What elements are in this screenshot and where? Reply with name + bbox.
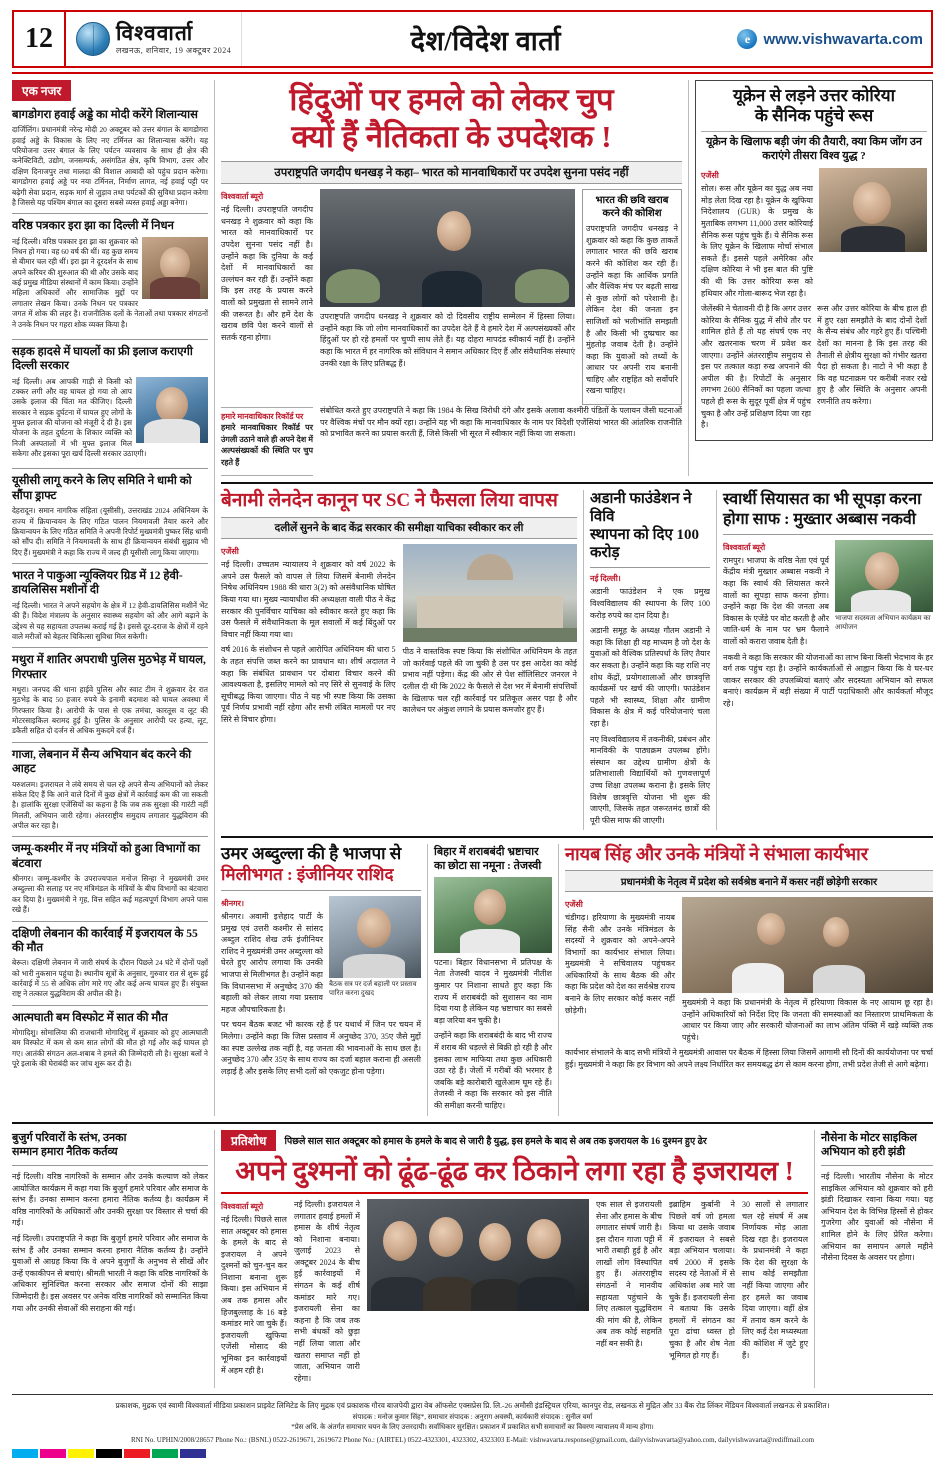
rail-text: बेरूत। दक्षिणी लेबनान में जारी संघर्ष के दौरान पिछले 24 घंटे में दोनों पक्षों को भारी नुकसान पहुंचा है। स्थानीय सूत्रों के अनुसार, गुरुवार रात से शुरू हुई कार्रवाई में 55 से अधिक लोग मारे गए और कई अन्य घायल हुए हैं। संयुक्त राष्ट्र ने तत्काल युद्धविराम की अपील की है।	[12, 958, 208, 999]
bihar-text-2: उन्होंने कहा कि शराबबंदी के बाद भी राज्य में शराब की धड़ल्ले से बिक्री हो रही है और इसका लाभ माफिया तथा कुछ अधिकारी उठा रहे हैं। जेलों में गरीबों की भरमार है जबकि बड़े कारोबारी खुलेआम घूम रहे हैं। तेजस्वी ने कहा कि सरकार को इस नीति की समीक्षा करनी चाहिए।	[434, 1031, 552, 1110]
nayab-story[interactable]	[565, 844, 933, 1115]
rail-headline: भारत ने पाकुआ न्यूक्लियर ग्रिड में 12 हेवी-डायलिसिस मशीनों दी	[12, 570, 183, 597]
bottom-label: प्रतिशोध	[221, 1130, 276, 1151]
rail-text: नई दिल्ली। भारत ने अपने सहयोग के क्षेत्र में 12 हेवी-डायलिसिस मशीनें भेंट की हैं। विदेश मंत्रालय के अनुसार स्वास्थ्य सहयोग को और आगे बढ़ाने के उद्देश्य से यह सहायता उपलब्ध कराई गई है। इससे दूर-दराज के क्षेत्रों में रहने वाले मरीजों को बेहतर चिकित्सा सुविधा मिल सकेगी।	[12, 600, 208, 641]
page-number: 12	[14, 12, 66, 66]
umar-photo-caption: बैठक सत्र पर दर्ज बहाली पर प्रस्ताव पारित करना दुखद	[329, 980, 417, 998]
bottom-left-box[interactable]	[12, 1130, 208, 1389]
rail-label: एक नजर	[12, 80, 71, 101]
rail-headline: आत्मघाती बम विस्फोट में सात की मौत	[12, 1011, 168, 1024]
section-title: देश/विदेश वार्ता	[410, 25, 562, 56]
bottom-text-2: नई दिल्ली। इजरायल ने लगातार हवाई हमलों में हमास के शीर्ष नेतृत्व को निशाना बनाया। जुलाई 2023 से अक्टूबर 2024 के बीच हुई कार्रवाइयों में संगठन के कई शीर्ष कमांडर मारे गए। इजरायली सेना का कहना है कि जब तक सभी बंधकों को छुड़ा नहीं लिया जाता और खतरा समाप्त नहीं हो जाता, अभियान जारी रहेगा।	[294, 1199, 360, 1383]
second-row	[221, 490, 933, 830]
lead-text-3: संबोधित करते हुए उपराष्ट्रपति ने कहा कि 1984 के सिख विरोधी दंगे और इसके अलावा कश्मीरी पंडितों के पलायन जैसी घटनाओं पर वैश्विक मंचों पर मौन क्यों रहा। उन्होंने यह भी कहा कि मानवाधिकार के नाम पर विदेशी एजेंसियां भारत की आंतरिक राजनीति को प्रभावित करने का प्रयास करती हैं, जिसे किसी भी सूरत में स्वीकार नहीं किया जा सकता।	[320, 406, 682, 439]
photo-hamas-hezbollah-leaders	[367, 1199, 589, 1311]
adani-byline: नई दिल्ली।	[590, 574, 621, 584]
adani-text-3: नए विश्वविद्यालय में तकनीकी, प्रबंधन और मानविकी के पाठ्यक्रम उपलब्ध होंगे। संस्थान का उद्देश्य ग्रामीण क्षेत्रों के प्रतिभाशाली विद्यार्थियों को गुणवत्तापूर्ण उच्च शिक्षा उपलब्ध कराना है। इसके लिए विशेष छात्रवृत्ति योजना भी शुरू की जाएगी, जिसके तहत जरूरतमंद छात्रों की पूरी फीस माफ की जाएगी।	[590, 734, 710, 825]
bihar-text-1: पटना। बिहार विधानसभा में प्रतिपक्ष के नेता तेजस्वी यादव ने मुख्यमंत्री नीतीश कुमार पर निशाना साधते हुए कहा कि राज्य में शराबबंदी को सुशासन का नाम दिया गया है लेकिन यह भ्रष्टाचार का सबसे बड़ा जरिया बन चुकी है।	[434, 957, 552, 1025]
rail-headline: जम्मू-कश्मीर में नए मंत्रियों को हुआ विभागों का बंटवारा	[12, 843, 200, 870]
main-body	[12, 80, 933, 1116]
left-rail	[12, 80, 208, 1116]
adani-headline-1: अडानी फाउंडेशन ने विवि	[590, 491, 692, 526]
naqvi-text-1: रामपुर। भाजपा के वरिष्ठ नेता एवं पूर्व केंद्रीय मंत्री मुख्तार अब्बास नकवी ने कहा कि स्वार्थ की सियासत करने वालों का सूपड़ा साफ करना होगा। उन्होंने कहा कि देश की जनता अब विकास के एजेंडे पर वोट करती है और जाति-धर्म के नाम पर भ्रम फैलाने वालों को करारा जवाब देती है।	[723, 555, 829, 646]
footer-line-3: *प्रेस अधि. के अंतर्गत समाचार चयन के लिए उत्तरदायी। सर्वाधिकार सुरक्षित। प्रकाशन में प्रकाशित सभी समाचारों का विवरण न्यायालय में मान्य होगा।	[291, 1423, 654, 1432]
rail-item[interactable]	[12, 842, 208, 915]
rail-text: नई दिल्ली। वरिष्ठ पत्रकार इरा झा का शुक्रवार को निधन हो गया। वह 60 वर्ष की थीं। वह कुछ समय से बीमार चल रही थीं। इरा झा ने दूरदर्शन के साथ अपने करियर की शुरुआत की थी और उसके बाद कई प्रमुख मीडिया संस्थानों में काम किया। उन्होंने महिला अधिकारों और सामाजिक मुद्दों पर लगातार लेखन किया। उनके निधन पर पत्रकार जगत में शोक की लहर है। राजनीतिक दलों के नेताओं तथा पत्रकार संगठनों ने उनके निधन पर गहरा शोक व्यक्त किया है।	[12, 236, 208, 329]
globe-icon	[76, 22, 110, 56]
cmyk-registration-bar	[12, 1449, 933, 1458]
rail-item[interactable]	[12, 474, 208, 558]
nayab-subhead: प्रधानमंत्री के नेतृत्व में प्रदेश को सर्वश्रेष्ठ बनाने में कसर नहीं छोड़ेगी सरकार	[565, 870, 933, 892]
rail-headline: दक्षिणी लेबनान की कार्रवाई में इजरायल के 55 की मौत	[12, 927, 198, 954]
rail-item[interactable]	[12, 748, 208, 832]
publication-dateline: लखनऊ, शनिवार, 19 अक्टूबर 2024	[116, 45, 232, 55]
rail-text: देहरादून। समान नागरिक संहिता (यूसीसी), उत्तराखंड 2024 अधिनियम के राज्य में क्रियान्वयन के लिए गठित पालन नियमावली तैयार करने और क्रियान्वयन के लिए गठित समिति ने अपनी रिपोर्ट मुख्यमंत्री पुष्कर सिंह धामी को सौंप दी। समिति ने नियमावली के साथ ही क्रियान्वयन संबंधी सुझाव भी दिए हैं। मुख्यमंत्री ने कहा कि राज्य में जल्द ही यूसीसी लागू किया जाएगा।	[12, 506, 208, 557]
rail-text: यरुशलम। इजरायल ने लंबे समय से चल रहे अपने सैन्य अभियानों को लेकर संकेत दिए हैं कि आने वाले दिनों में कुछ क्षेत्रों में कार्रवाई कम की जा सकती है। हालांकि सुरक्षा एजेंसियों का कहना है कि जब तक सुरक्षा की गारंटी नहीं मिलती, अभियान जारी रहेगा। अंतरराष्ट्रीय समुदाय लगातार युद्धविराम की अपील कर रहा है।	[12, 779, 208, 830]
lead-text-2: उपराष्ट्रपति जगदीप धनखड़ ने शुक्रवार को दो दिवसीय राष्ट्रीय सम्मेलन में हिस्सा लिया। उन्होंने कहा कि जो लोग मानवाधिकारों का उपदेश देते हैं वे हमारे देश में अल्पसंख्यकों और हिंदुओं पर हो रहे हमलों पर चुप्पी साध लेते हैं। यह दोहरा मापदंड स्वीकार्य नहीं है। उन्होंने कहा कि भारत में हर नागरिक को संविधान ने समान अधिकार दिए हैं और संवैधानिक संस्थाएं उनकी रक्षा के लिए प्रतिबद्ध हैं।	[320, 312, 575, 368]
rail-text: नई दिल्ली। अब आपकी गाड़ी से किसी को टक्कर लगी और वह घायल हो गया तो आप उसके इलाज की चिंता मत कीजिए। दिल्ली सरकार ने सड़क दुर्घटना में घायल हुए लोगों के मुफ्त इलाज की योजना को मंजूरी दे दी है। इस योजना के तहत दुर्घटना के शिकार व्यक्ति को निजी अस्पतालों में भी मुफ्त इलाज मिल सकेगा और इसका पूरा खर्च दिल्ली सरकार उठाएगी।	[12, 376, 147, 459]
photo-kim-jong-un	[819, 168, 927, 252]
rail-headline: गाजा, लेबनान में सैन्य अभियान बंद करने की आहट	[12, 748, 192, 776]
adani-story[interactable]	[590, 490, 710, 830]
naqvi-headline-1: स्वार्थी सियासत का भी सूपड़ा करना	[723, 491, 922, 509]
adani-headline-2: स्थापना को दिए 100 करोड़	[590, 527, 700, 562]
bottom-text-4: इब्राहिम कुर्बानी ने पिछले वर्ष जो हमला किया था उसके जवाब में इजरायल ने सबसे बड़ा अभियान चलाया। वर्ष 2000 में इसके सदस्य रहे नेताओं में से अधिकांश अब मारे जा चुके हैं। इजरायली सेना ने बताया कि उसके हमलों में संगठन का पूरा ढांचा ध्वस्त हो चुका है और शेष नेता भूमिगत हो गए हैं।	[669, 1199, 735, 1360]
rail-item[interactable]	[12, 108, 208, 208]
lead-sidebar-text: उपराष्ट्रपति जगदीप धनखड़ ने शुक्रवार को कहा कि कुछ ताकतें लगातार भारत की छवि खराब करने की कोशिश कर रही हैं। उन्होंने कहा कि आर्थिक प्रगति और वैश्विक मंच पर बढ़ती साख से कुछ लोगों को परेशानी है। लेकिन देश की जनता इन साजिशों को भलीभांति समझती है और किसी भी दुष्प्रचार का मुंहतोड़ जवाब देती है। उन्होंने कहा कि युवाओं को तथ्यों के आधार पर अपनी राय बनानी चाहिए और राष्ट्रहित को सर्वोपरि रखना चाहिए।	[586, 224, 678, 396]
naqvi-photo-caption: भाजपा सदस्यता अभियान कार्यक्रम का आयोजन	[835, 613, 931, 631]
benami-headline: बेनामी लेनदेन कानून पर SC ने फैसला लिया वापस	[221, 490, 558, 512]
korea-byline: एजेंसी	[701, 171, 719, 181]
adani-text-2: अडानी समूह के अध्यक्ष गौतम अडानी ने कहा कि शिक्षा ही वह माध्यम है जो देश के युवाओं को वैश्विक प्रतिस्पर्धा के लिए तैयार कर सकता है। उन्होंने कहा कि यह राशि नए शोध केंद्रों, प्रयोगशालाओं और छात्रवृत्ति कार्यक्रमों पर खर्च की जाएगी। फाउंडेशन पहले भी स्वास्थ्य, शिक्षा और ग्रामीण विकास के क्षेत्र में कई परियोजनाएं चला रहा है।	[590, 626, 710, 728]
benami-text-3: पीठ ने वास्तविक स्पष्ट किया कि संशोधित अधिनियम के तहत जो कार्रवाई पहले की जा चुकी है उस पर इस आदेश का कोई प्रभाव नहीं पड़ेगा। केंद्र की ओर से पेश सॉलिसिटर जनरल ने दलील दी थी कि 2022 के फैसले से देश भर में बेनामी संपत्तियों के खिलाफ चल रही कार्रवाई पर प्रतिकूल असर पड़ा है और कालेधन पर अंकुश लगाने के प्रयास कमजोर हुए हैं।	[402, 647, 577, 715]
rail-headline: सड़क हादसे में घायलों का फ्री इलाज कराएगी दिल्ली सरकार	[12, 345, 193, 373]
bottom-byline: विश्ववार्ता ब्यूरो	[221, 1201, 264, 1211]
benami-story[interactable]	[221, 490, 577, 830]
rail-headline: बागडोगरा हवाई अड्डे का मोदी करेंगे शिलान्यास	[12, 109, 198, 121]
third-row	[221, 844, 933, 1115]
bottom-right-text: नई दिल्ली। भारतीय नौसेना के मोटर साइकिल अभियान को शुक्रवार को हरी झंडी दिखाकर रवाना किया गया। यह अभियान देश के विभिन्न हिस्सों से होकर गुजरेगा और युवाओं को नौसेना में शामिल होने के लिए प्रेरित करेगा। अभियान का समापन अगले महीने नौसेना दिवस के अवसर पर होगा।	[821, 1172, 933, 1263]
lead-sidebar	[582, 189, 682, 405]
website-url: www.vishwavarta.com	[763, 30, 923, 48]
nayab-text-2: मुख्यमंत्री ने कहा कि प्रधानमंत्री के नेतृत्व में हरियाणा विकास के नए आयाम छू रहा है। उन्होंने अधिकारियों को निर्देश दिए कि जनता की समस्याओं का निस्तारण प्राथमिकता के आधार पर किया जाए और सरकारी योजनाओं का लाभ अंतिम पंक्ति में खड़े व्यक्ति तक पहुंचे।	[682, 997, 933, 1042]
photo-vice-president-dhankhar	[320, 189, 575, 307]
korea-text-3: रूस और उत्तर कोरिया के बीच हाल ही में हुए रक्षा समझौते के बाद दोनों देशों के सैन्य संबंध और गहरे हुए हैं। पश्चिमी देशों का मानना है कि इस तरह की तैनाती से क्षेत्रीय सुरक्षा को गंभीर खतरा पैदा हो सकता है। नाटो ने भी कहा है कि वह घटनाक्रम पर करीबी नजर रखे हुए है और स्थिति के अनुसार अपनी रणनीति तय करेगा।	[817, 304, 927, 406]
korea-text-2: जेलेंस्की ने चेतावनी दी है कि अगर उत्तर कोरिया के सैनिक युद्ध में सीधे तौर पर शामिल होते हैं तो यह संघर्ष एक नए और खतरनाक चरण में प्रवेश कर जाएगा। उन्होंने अंतरराष्ट्रीय समुदाय से इस पर तत्काल कड़ा रुख अपनाने की अपील की है। रिपोर्टों के अनुसार लगभग 2600 सैनिकों का पहला जत्था पहले ही रूस के सुदूर पूर्वी क्षेत्र में पहुंच चुका है और उन्हें प्रशिक्षण दिया जा रहा है।	[701, 304, 811, 430]
korea-headline-2: के सैनिक पहुंचे रूस	[754, 106, 874, 126]
bottom-text-1: नई दिल्ली। पिछले साल सात अक्टूबर को हमास के हमले के बाद से इजरायल ने अपने दुश्मनों को चुन-चुन कर निशाना बनाना शुरू किया। इस अभियान में अब तक हमास और हिजबुल्लाह के 16 बड़े कमांडर मारे जा चुके हैं। इजरायली खुफिया एजेंसी मोसाद की भूमिका इन कार्रवाइयों में अहम रही है।	[221, 1214, 287, 1375]
lead-col-1	[221, 189, 313, 405]
masthead	[12, 10, 933, 68]
umar-headline-1: उमर अब्दुल्ला की है भाजपा से	[221, 844, 402, 864]
bottom-right-headline-1: नौसेना के मोटर साइकिल	[821, 1131, 917, 1144]
website-link[interactable]	[729, 12, 931, 66]
rail-text: दार्जिलिंग। प्रधानमंत्री नरेन्द्र मोदी 20 अक्टूबर को उत्तर बंगाल के बागडोगरा हवाई अड्डे के विकास के लिए नए टर्मिनल का शिलान्यास करेंगे। यह परियोजना उत्तर बंगाल के लिए पर्यटन व्यवसाय के साथ ही क्षेत्र की कनेक्टिविटी, उद्योग, जनसम्पर्क, असंगठित क्षेत्र, कृषि विभाग, उत्तर और दक्षिण दिनाजपुर तथा मालदा की विशाल आबादी को पहुंच प्रदान करेगा। बागडोगरा हवाई अड्डे पर नया टर्मिनल, निर्माण लागत, नई हवाई पट्टी पर बढ़ेगी सेवा प्रदान, सड़क मार्ग से जुड़ाव तथा पर्यटकों की सुविधा प्रदान करेगा है जिससे यह पश्चिम बंगाल का दूसरा सबसे व्यस्त हवाई अड्डा बनेगा।	[12, 125, 208, 207]
umar-story[interactable]	[221, 844, 421, 1115]
bottom-band	[12, 1130, 933, 1389]
photo-engineer-rashid	[329, 896, 421, 978]
bottom-text-3: एक साल से इजरायली सेना और हमास के बीच लगातार संघर्ष जारी है। इस दौरान गाजा पट्टी में भारी तबाही हुई है और लाखों लोग विस्थापित हुए हैं। अंतरराष्ट्रीय संगठनों ने मानवीय सहायता पहुंचाने के लिए तत्काल युद्धविराम की मांग की है, लेकिन अब तक कोई सहमति नहीं बन सकी है।	[596, 1199, 662, 1349]
bottom-right-headline-2: अभियान को हरी झंडी	[821, 1146, 906, 1159]
rail-item[interactable]	[12, 569, 208, 642]
rail-headline: वरिष्ठ पत्रकार इरा झा का दिल्ली में निधन	[12, 220, 174, 233]
nayab-text-1: चंडीगढ़। हरियाणा के मुख्यमंत्री नायब सिंह सैनी और उनके मंत्रिमंडल के सदस्यों ने शुक्रवार को अपने-अपने विभागों का कार्यभार संभाल लिया। मुख्यमंत्री ने सचिवालय पहुंचकर अधिकारियों के साथ बैठक की और कहा कि प्रदेश को देश का सर्वश्रेष्ठ राज्य बनाने के लिए सरकार कोई कसर नहीं छोड़ेगी।	[565, 912, 675, 1015]
nayab-text-3: कार्यभार संभालने के बाद सभी मंत्रियों ने मुख्यमंत्री आवास पर बैठक में हिस्सा लिया जिसमें आगामी सौ दिनों की कार्ययोजना पर चर्चा हुई। मुख्यमंत्री ने कहा कि हर विभाग को अपने लक्ष्य निर्धारित कर समयबद्ध ढंग से काम करना होगा, तभी प्रदेश तेजी से आगे बढ़ेगा।	[565, 1048, 933, 1069]
photo-mukhtar-abbas-naqvi	[835, 540, 933, 612]
masthead-rule	[12, 72, 933, 74]
lead-sidebar-head: भारत की छवि खराब करने की कोशिश	[595, 195, 669, 219]
bottom-left-headline-2: सम्मान हमारा नैतिक कर्तव्य	[12, 1146, 118, 1159]
section-title-wrap	[242, 12, 729, 66]
lead-text-3-wrap	[320, 405, 682, 476]
bottom-right-box[interactable]	[821, 1130, 933, 1389]
photo-tejashwi-yadav	[434, 877, 552, 953]
lead-story[interactable]	[221, 80, 682, 476]
portrait-kejriwal	[136, 377, 208, 443]
top-row	[221, 80, 933, 476]
benami-byline: एजेंसी	[221, 547, 239, 557]
lead-text-1: नई दिल्ली। उपराष्ट्रपति जगदीप धनखड़ ने शुक्रवार को कहा कि भारत को मानवाधिकारों पर उपदेश सुनना पसंद नहीं है। उन्होंने कहा कि दुनिया के कई देशों में मानवाधिकारों का उल्लंघन कर रही हैं। उन्होंने कहा कि इस तरह के प्रयास करने वालों को प्रमुखता से सामने लाने की जरूरत है। और हमें देश के खराब छवि पेश करने वालों से सतर्क रहना होगा।	[221, 205, 313, 342]
rail-item[interactable]	[12, 927, 208, 1000]
content-area	[221, 80, 933, 1116]
benami-text-1: नई दिल्ली। उच्चतम न्यायालय ने शुक्रवार को वर्ष 2022 के अपने उस फैसले को वापस ले लिया जिसमें बेनामी लेनदेन निषेध अधिनियम 1988 की धारा 3(2) को असंवैधानिक घोषित किया गया था। मुख्य न्यायाधीश की अध्यक्षता वाली पीठ ने केंद्र सरकार की पुनर्विचार याचिका को स्वीकार करते हुए कहा कि उस फैसले में संवैधानिकता के मूल सवालों में कई बिंदुओं पर विचार नहीं किया गया था।	[221, 560, 396, 639]
footer-line-1: प्रकाशक, मुद्रक एवं स्वामी विश्ववार्ता मीडिया प्रकाशन प्राइवेट लिमिटेड के लिए मुद्रक एवं प्रकाशक गौरव बाजपेयी द्वारा वेब ऑफसेट एक्सप्रेस प्रि. लि.-26 अमौसी इंडस्ट्रियल एरिया, कानपुर रोड, लखनऊ से मुद्रित और 33 बैंक रोड लिंकर मेंडियन विश्ववार्ता लखनऊ से प्रकाशित।	[115, 1401, 830, 1411]
lead-center	[320, 189, 575, 405]
nayab-headline: नायब सिंह और उनके मंत्रियों ने संभाला कार्यभार	[565, 844, 869, 865]
lead-headline-line1: हिंदुओं पर हमले को लेकर चुप	[289, 82, 614, 117]
rail-headline: मथुरा में शातिर अपराधी पुलिस मुठभेड़ में घायल, गिरफ्तार	[12, 654, 206, 681]
korea-headline-1: यूक्रेन से लड़ने उत्तर कोरिया	[733, 86, 895, 105]
israel-story[interactable]	[221, 1130, 808, 1389]
naqvi-headline-2: होगा साफ : मुख्तार अब्बास नकवी	[723, 510, 916, 528]
rail-text: मथुरा। जनपद की थाना हाईवे पुलिस और स्वाट टीम ने शुक्रवार देर रात मुठभेड़ के बाद 50 हजार रुपये के इनामी बदमाश को घायल अवस्था में गिरफ्तार किया है। आरोपी के पास से एक तमंचा, कारतूस व लूट की मोटरसाइकिल बरामद हुई है। पुलिस के अनुसार आरोपी पर हत्या, लूट, डकैती सहित दो दर्जन से अधिक मुकदमे दर्ज हैं।	[12, 684, 208, 736]
korea-subhead: यूक्रेन के खिलाफ बड़ी जंग की तैयारी, क्या किम जोंग उन कराएंगे तीसरा विश्व युद्ध ?	[705, 135, 923, 162]
bottom-headline: अपने दुश्मनों को ढूंढ-ढूंढ कर ठिकाने लगा रहा है इजरायल !	[235, 1155, 794, 1186]
rail-item[interactable]	[12, 653, 208, 737]
lead-headline-line2: क्यों हैं नैतिकता के उपदेशक !	[291, 118, 612, 154]
rail-item[interactable]	[12, 1011, 208, 1070]
umar-byline: श्रीनगर।	[221, 899, 244, 909]
e-ball-icon: e	[737, 29, 757, 49]
publication-logo	[66, 12, 242, 66]
footer	[12, 1394, 933, 1458]
publication-title: विश्ववार्ता	[116, 21, 194, 46]
footer-line-2: संपादक : मनोज कुमार सिंह*, समाचार संपादक : अनुराग अवस्थी, कार्यकारी संपादक : सुनील वर्मा	[352, 1412, 593, 1421]
umar-text-2: पर चयन बैठक बजट भी कारक रहे हैं पर यथार्थ में जिन पर चयन में मिलेगा। उन्होंने कहा कि जिस प्रस्ताव में अनुच्छेद 370, 35ए जैसे मुद्दों का स्पष्ट उल्लेख तक नहीं है, वह जनता की भावनाओं के साथ छल है। अनुच्छेद 370 और 35ए के साथ राज्य का दर्जा बहाल कराना ही असली लड़ाई है और इसके लिए सभी दलों को एकजुट होना पड़ेगा।	[221, 1020, 421, 1076]
rail-headline: यूसीसी लागू करने के लिए समिति ने धामी को सौंपा ड्राफ्ट	[12, 475, 192, 502]
portrait-ira-jha	[142, 237, 208, 299]
nayab-byline: एजेंसी	[565, 899, 583, 909]
umar-headline-2: मिलीभगत : इंजीनियर राशिद	[221, 864, 394, 884]
photo-supreme-court-building	[403, 544, 578, 642]
umar-text-1: श्रीनगर। अवामी इत्तेहाद पार्टी के प्रमुख एवं उत्तरी कश्मीर से सांसद अब्दुल राशिद शेख उर्फ इंजीनियर राशिद ने मुख्यमंत्री उमर अब्दुल्ला को घेरते हुए आरोप लगाया कि उनकी भाजपा से मिलीभगत है। उन्होंने कहा कि विधानसभा में अनुच्छेद 370 की बहाली को लेकर लाया गया प्रस्ताव महज औपचारिकता है।	[221, 912, 323, 1014]
bottom-left-text: नई दिल्ली। वरिष्ठ नागरिकों के सम्मान और उनके कल्याण को लेकर आयोजित कार्यक्रम में कहा गया कि बुजुर्ग हमारे परिवार और समाज के स्तंभ हैं। उनका सम्मान करना हमारा नैतिक कर्तव्य है। कार्यक्रम में वरिष्ठ नागरिकों के अधिकारों और उनकी सुरक्षा पर विस्तार से चर्चा की गई।	[12, 1172, 208, 1228]
photo-nayab-singh-saini-taking-charge	[682, 897, 933, 993]
naqvi-text-2: नकवी ने कहा कि सरकार की योजनाओं का लाभ बिना किसी भेदभाव के हर वर्ग तक पहुंच रहा है। उन्होंने कार्यकर्ताओं से आह्वान किया कि वे घर-घर जाकर सरकार की उपलब्धियां बताएं और सदस्यता अभियान को सफल बनाएं। कार्यक्रम में बड़ी संख्या में पार्टी पदाधिकारी और कार्यकर्ता मौजूद रहे।	[723, 652, 933, 708]
footer-line-4: RNI No. UPHIN/2008/28657 Phone No.: (BSNL) 0522-2619671, 2619672 Phone No.: (AIRTEL) 0522-4323301, 4323302, 4323303 E-Mail: vishwavarta.response@gmail.com, dailyvishwavarta@yahoo.com, dailyvishwavarta@rediffmail.com	[130, 1435, 815, 1444]
lead-quote-wrap	[221, 405, 313, 476]
lead-byline: विश्ववार्ता ब्यूरो	[221, 192, 264, 202]
rail-item[interactable]	[12, 345, 208, 464]
adani-text-1: अडानी फाउंडेशन ने एक प्रमुख विश्वविद्यालय की स्थापना के लिए 100 करोड़ रुपये का दान दिया है।	[590, 587, 710, 620]
lead-quote: हमारे मानवाधिकार रिकॉर्ड पर उंगली उठाने वाले ही अपने देश में अल्पसंख्यकों की स्थिति पर चुप रहते हैं	[221, 423, 313, 467]
korea-story[interactable]	[695, 80, 933, 476]
lead-subhead: उपराष्ट्रपति जगदीप धनखड़ ने कहा– भारत को मानवाधिकारों पर उपदेश सुनना पसंद नहीं	[221, 161, 682, 184]
benami-subhead: दलीलें सुनने के बाद केंद्र सरकार की समीक्षा याचिका स्वीकार कर ली	[221, 517, 577, 539]
naqvi-byline: विश्ववार्ता ब्यूरो	[723, 542, 766, 552]
bottom-left-text-2: नई दिल्ली। उपराष्ट्रपति ने कहा कि बुजुर्ग हमारे परिवार और समाज के स्तंभ हैं और उनका सम्मान करना हमारा नैतिक कर्तव्य है। उन्होंने युवाओं से आग्रह किया कि वे अपने बुजुर्गों के अनुभव से सीखें और उन्हें एकाकीपन से बचाएं। श्रीमती भारती ने कहा कि वरिष्ठ नागरिकों के अधिकार सुनिश्चित करना सरकार और समाज दोनों की साझा जिम्मेदारी है। इस अवसर पर अनेक वरिष्ठ नागरिकों को सम्मानित किया गया और उनकी सेवाओं की सराहना की गई।	[12, 1234, 208, 1313]
rail-item[interactable]	[12, 219, 208, 334]
bottom-kicker: पिछले साल सात अक्टूबर को हमास के हमले के बाद से जारी है युद्ध, इस हमले के बाद से अब तक इजरायल के 16 दुश्मन हुए ढेर	[284, 1136, 707, 1147]
naqvi-story[interactable]	[723, 490, 933, 830]
rail-text: श्रीनगर। जम्मू-कश्मीर के उपराज्यपाल मनोज सिन्हा ने मुख्यमंत्री उमर अब्दुल्ला की सलाह पर नए मंत्रिमंडल के मंत्रियों के बीच विभागों का बंटवारा कर दिया है। मुख्यमंत्री ने गृह, वित्त सहित कई महत्वपूर्ण विभाग अपने पास रखे हैं।	[12, 874, 208, 915]
bihar-story[interactable]	[434, 844, 552, 1115]
bihar-headline: बिहार में शराबबंदी भ्रष्टाचार का छोटा सा नमूना : तेजस्वी	[434, 846, 542, 873]
bottom-text-5: 30 सालों से लगातार चल रहे संघर्ष में अब निर्णायक मोड़ आता दिख रहा है। इजरायल के प्रधानमंत्री ने कहा कि देश की सुरक्षा के साथ कोई समझौता नहीं किया जाएगा और हर हमले का जवाब दिया जाएगा। वहीं क्षेत्र में तनाव कम करने के लिए कई देश मध्यस्थता की कोशिश में जुटे हुए हैं।	[742, 1199, 808, 1360]
lead-quote-label: हमारे मानवाधिकार रिकॉर्ड पर	[221, 412, 304, 422]
korea-text-1: सोल। रूस और यूक्रेन का युद्ध अब नया मोड़ लेता दिख रहा है। यूक्रेन के खुफिया निदेशालय (GUR) के प्रमुख के मुताबिक लगभग 11,000 उत्तर कोरियाई सैनिक रूस पहुंच चुके हैं। ये सैनिक रूस के लिए यूक्रेन के खिलाफ मोर्चा संभाल सकते हैं। इससे पहले अमेरिका और दक्षिण कोरिया ने भी इस बात की पुष्टि की थी कि उत्तर कोरिया रूस को हथियार और गोला-बारूद भेज रहा है।	[701, 184, 813, 298]
benami-text-2: वर्ष 2016 के संशोधन से पहले आरोपित अधिनियम की धारा 5 के तहत संपत्ति जब्त करने का प्रावधान था। शीर्ष अदालत ने कहा कि संबंधित प्रावधान पर दोबारा विचार करने की आवश्यकता है, इसलिए मामले को नए सिरे से सुनवाई के लिए सूचीबद्ध किया जाएगा। पीठ ने यह भी स्पष्ट किया कि उसका पूर्व निर्णय प्रभावी नहीं रहेगा और सभी लंबित मामलों पर नए सिरे से विचार होगा।	[221, 645, 396, 724]
rail-text: मोगादिशु। सोमालिया की राजधानी मोगादिशु में शुक्रवार को हुए आत्मघाती बम विस्फोट में कम से कम सात लोगों की मौत हो गई और कई घायल हो गए। आतंकी संगठन अल-शबाब ने हमले की जिम्मेदारी ली है। सुरक्षा बलों ने पूरे इलाके की घेराबंदी कर जांच शुरू कर दी है।	[12, 1028, 208, 1069]
bottom-left-headline-1: बुजुर्ग परिवारों के स्तंभ, उनका	[12, 1131, 127, 1144]
